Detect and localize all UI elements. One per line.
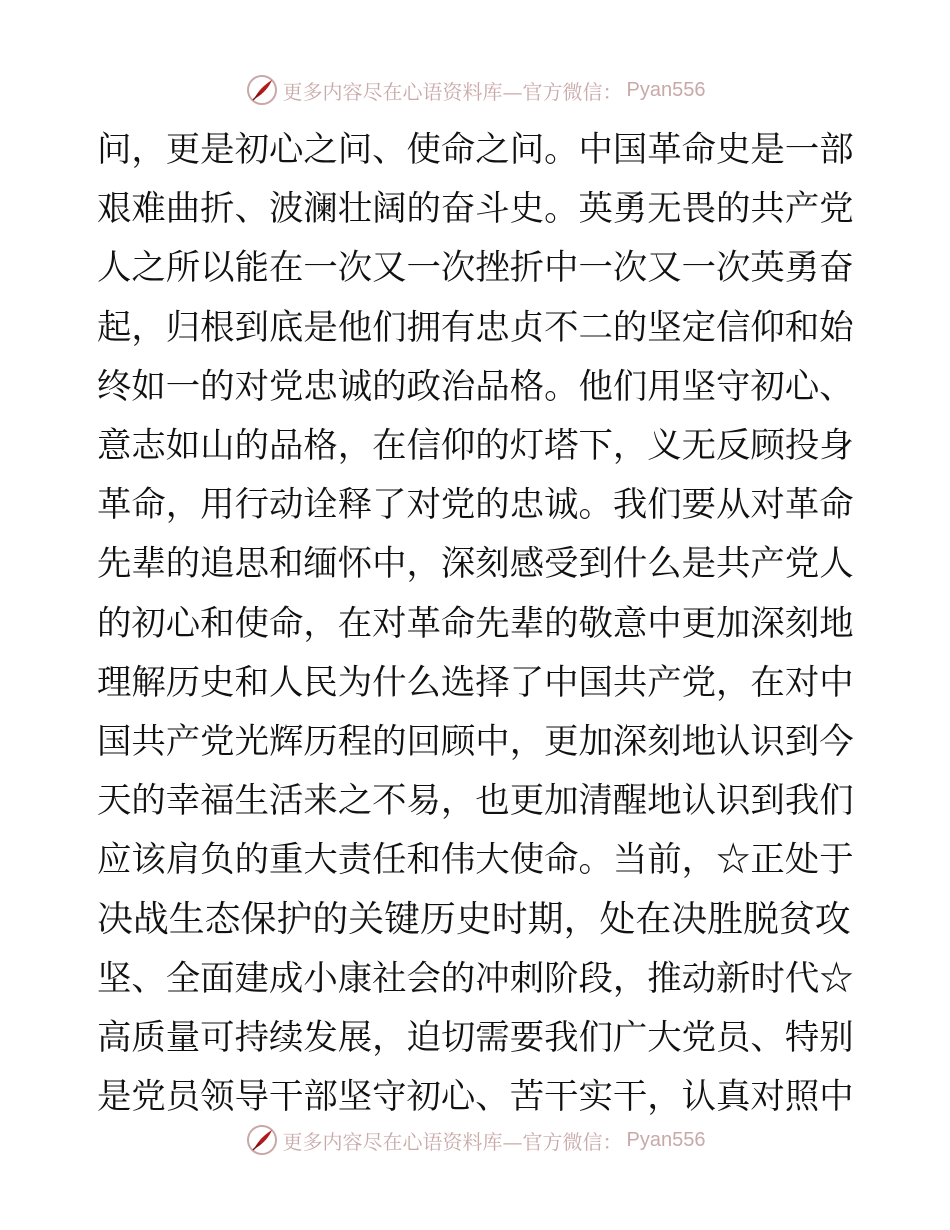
quill-logo-icon bbox=[245, 1123, 279, 1157]
text-line: 的初心和使命，在对革命先辈的敬意中更加深刻地 bbox=[97, 603, 854, 644]
text-line: 问，更是初心之问、使命之问。中国革命史是一部 bbox=[97, 130, 854, 170]
text-line: 应该肩负的重大责任和伟大使命。当前，☆正处于 bbox=[97, 840, 854, 881]
text-line: 高质量可持续发展，迫切需要我们广大党员、特别 bbox=[97, 1017, 854, 1058]
text-line: 革命，用行动诠释了对党的忠诚。我们要从对革命 bbox=[97, 485, 854, 526]
text-line: 决战生态保护的关键历史时期，处在决胜脱贫攻 bbox=[97, 899, 851, 941]
watermark-wechat-id: Pyan556 bbox=[626, 78, 706, 101]
quill-logo-icon bbox=[245, 73, 279, 107]
header-watermark bbox=[0, 70, 950, 110]
text-line: 理解历史和人民为什么选择了中国共产党，在对中 bbox=[97, 662, 854, 703]
text-line: 起，归根到底是他们拥有忠贞不二的坚定信仰和始 bbox=[97, 307, 854, 348]
text-line: 先辈的追思和缅怀中，深刻感受到什么是共产党人 bbox=[97, 544, 854, 585]
text-line: 坚、全面建成小康社会的冲刺阶段，推动新时代☆ bbox=[97, 958, 854, 999]
text-line: 国共产党光辉历程的回顾中，更加深刻地认识到今 bbox=[97, 721, 854, 762]
document-body bbox=[97, 121, 857, 1127]
text-line: 艰难曲折、波澜壮阔的奋斗史。英勇无畏的共产党 bbox=[97, 189, 854, 230]
text-line: 天的幸福生活来之不易，也更加清醒地认识到我们 bbox=[97, 781, 854, 822]
text-line: 意志如山的品格，在信仰的灯塔下，义无反顾投身 bbox=[97, 425, 854, 466]
watermark-text: 更多内容尽在心语资料库—官方微信： bbox=[282, 79, 623, 104]
watermark-wechat-id: Pyan556 bbox=[626, 1128, 706, 1151]
watermark-text: 更多内容尽在心语资料库—官方微信： bbox=[282, 1129, 623, 1154]
footer-watermark bbox=[0, 1120, 950, 1160]
text-line: 是党员领导干部坚守初心、苦干实干，认真对照中 bbox=[97, 1077, 854, 1117]
text-line: 终如一的对党忠诚的政治品格。他们用坚守初心、 bbox=[97, 366, 854, 407]
text-line: 人之所以能在一次又一次挫折中一次又一次英勇奋 bbox=[97, 248, 854, 289]
